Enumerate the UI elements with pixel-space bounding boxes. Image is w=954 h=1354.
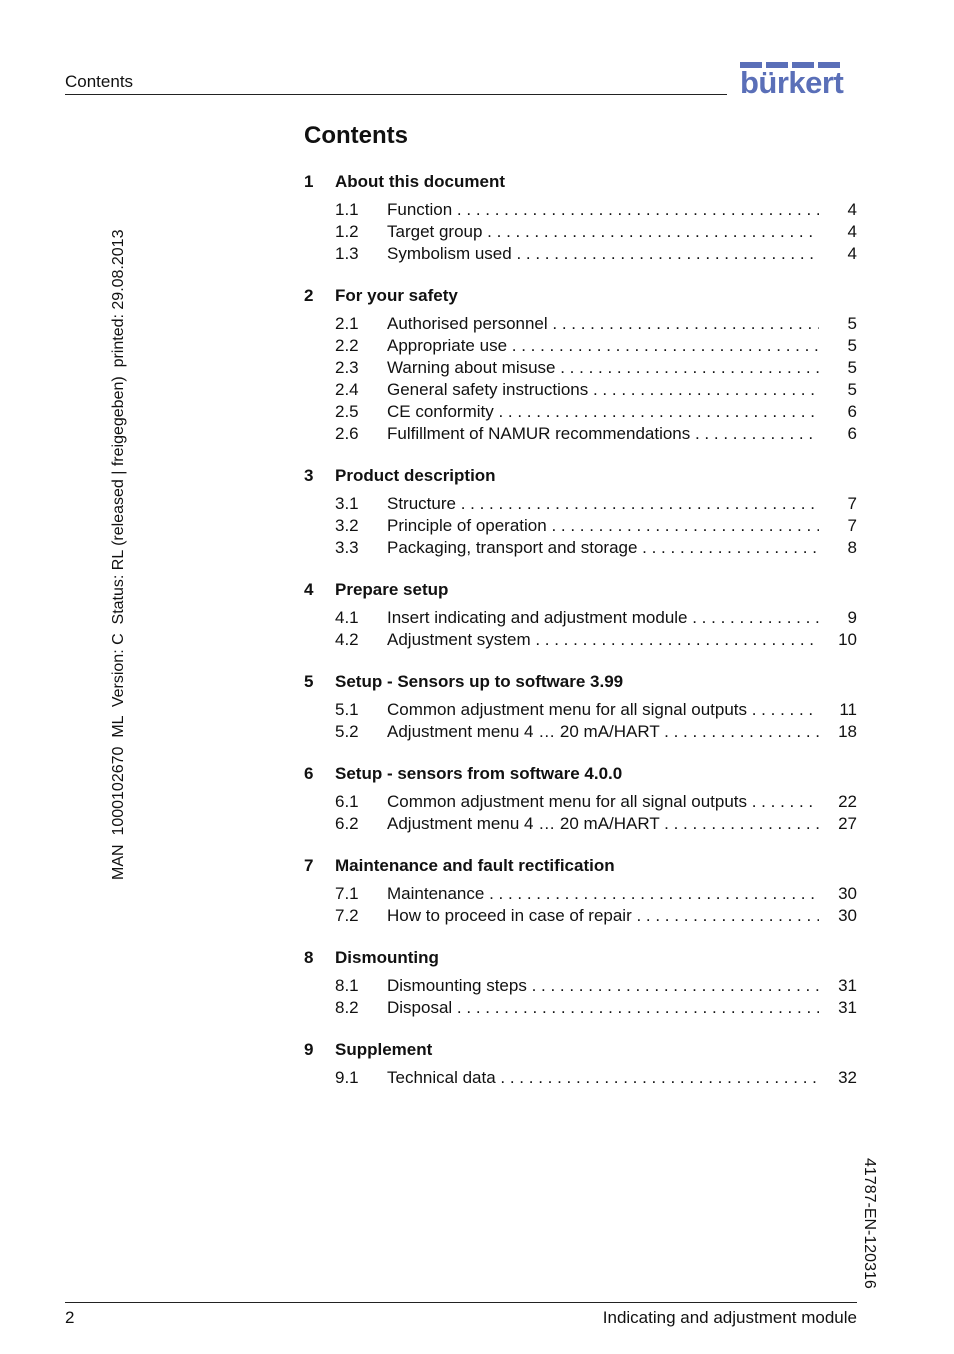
chapter-title: About this document (335, 172, 505, 191)
entry-page-number: 27 (838, 814, 857, 833)
toc-entry[interactable] (304, 814, 857, 836)
chapter-heading (304, 948, 857, 968)
entry-number: 2.2 (335, 336, 359, 355)
toc-entry[interactable] (304, 884, 857, 906)
entry-number: 2.5 (335, 402, 359, 421)
toc-entry[interactable] (304, 494, 857, 516)
entry-page-number: 32 (838, 1068, 857, 1087)
toc-chapter (304, 856, 857, 928)
running-head: Contents (65, 72, 134, 91)
toc-entry[interactable] (304, 200, 857, 222)
toc-entry[interactable] (304, 516, 857, 538)
entry-title: Common adjustment menu for all signal outputs . . . (387, 792, 819, 812)
toc-chapter (304, 948, 857, 1020)
entry-page-number: 22 (838, 792, 857, 811)
entry-number: 4.1 (335, 608, 359, 627)
chapter-title: Maintenance and fault rectification (335, 856, 615, 875)
brand-logo (740, 62, 857, 102)
entry-title: Structure . . . (387, 494, 819, 514)
toc-entry[interactable] (304, 244, 857, 266)
entry-page-number: 4 (847, 222, 857, 241)
entry-title: Common adjustment menu for all signal outputs . . . (387, 700, 819, 720)
entry-page-number: 30 (838, 884, 857, 903)
toc-chapter (304, 172, 857, 266)
toc-entry[interactable] (304, 336, 857, 358)
chapter-heading (304, 172, 857, 192)
chapter-heading (304, 286, 857, 306)
entry-page-number: 18 (838, 722, 857, 741)
toc-chapter (304, 466, 857, 560)
entry-page-number: 31 (838, 976, 857, 995)
chapter-number: 7 (304, 856, 314, 875)
entry-number: 3.2 (335, 516, 359, 535)
chapter-number: 3 (304, 466, 314, 485)
chapter-number: 4 (304, 580, 314, 599)
toc-chapter (304, 286, 857, 446)
entry-page-number: 9 (847, 608, 857, 627)
entry-title: Packaging, transport and storage . . . (387, 538, 819, 558)
entry-number: 2.3 (335, 358, 359, 377)
brand-name: bürkert (740, 65, 844, 100)
chapter-title: Setup - sensors from software 4.0.0 (335, 764, 623, 783)
chapter-heading (304, 764, 857, 784)
toc-entry[interactable] (304, 538, 857, 560)
entry-title: Authorised personnel . . . (387, 314, 819, 334)
chapter-title: Prepare setup (335, 580, 449, 599)
chapter-heading (304, 672, 857, 692)
entry-page-number: 10 (838, 630, 857, 649)
entry-title: Adjustment menu 4 … 20 mA/HART . . . (387, 814, 819, 834)
toc-chapter (304, 1040, 857, 1090)
entry-title: Fulfillment of NAMUR recommendations . . . (387, 424, 819, 444)
chapter-heading (304, 466, 857, 486)
entry-number: 6.2 (335, 814, 359, 833)
chapter-heading (304, 1040, 857, 1060)
page-title: Contents (304, 122, 408, 149)
toc-entry[interactable] (304, 314, 857, 336)
entry-page-number: 4 (847, 244, 857, 263)
toc-entry[interactable] (304, 792, 857, 814)
document-code: 41787-EN-120316 (861, 1158, 878, 1289)
footer-title: Indicating and adjustment module (602, 1308, 857, 1327)
toc-entry[interactable] (304, 222, 857, 244)
entry-number: 8.2 (335, 998, 359, 1017)
entry-title: Target group . . . (387, 222, 819, 242)
chapter-heading (304, 580, 857, 600)
entry-page-number: 8 (847, 538, 857, 557)
entry-page-number: 5 (847, 336, 857, 355)
entry-number: 5.2 (335, 722, 359, 741)
entry-title: Function . . . (387, 200, 819, 220)
entry-page-number: 31 (838, 998, 857, 1017)
toc-entry[interactable] (304, 976, 857, 998)
chapter-number: 5 (304, 672, 314, 691)
entry-title: Insert indicating and adjustment module . . . (387, 608, 819, 628)
entry-title: Adjustment system . . . (387, 630, 819, 650)
entry-number: 8.1 (335, 976, 359, 995)
entry-number: 7.1 (335, 884, 359, 903)
entry-title: General safety instructions . . . (387, 380, 819, 400)
table-of-contents (304, 172, 857, 1110)
document-info: MAN 1000102670 ML Version: C Status: RL (released | freigegeben) printed: 29.08.2013 (110, 229, 127, 880)
entry-number: 1.1 (335, 200, 359, 219)
chapter-number: 2 (304, 286, 314, 305)
chapter-number: 1 (304, 172, 314, 191)
chapter-title: For your safety (335, 286, 458, 305)
entry-title: Disposal . . . (387, 998, 819, 1018)
entry-number: 2.4 (335, 380, 359, 399)
toc-chapter (304, 672, 857, 744)
chapter-number: 8 (304, 948, 314, 967)
entry-title: Adjustment menu 4 … 20 mA/HART . . . (387, 722, 819, 742)
chapter-title: Setup - Sensors up to software 3.99 (335, 672, 624, 691)
chapter-title: Product description (335, 466, 496, 485)
toc-entry[interactable] (304, 906, 857, 928)
entry-page-number: 6 (847, 424, 857, 443)
toc-entry[interactable] (304, 630, 857, 652)
chapter-number: 9 (304, 1040, 314, 1059)
entry-number: 7.2 (335, 906, 359, 925)
entry-number: 4.2 (335, 630, 359, 649)
entry-title: Maintenance . . . (387, 884, 819, 904)
entry-number: 6.1 (335, 792, 359, 811)
entry-number: 9.1 (335, 1068, 359, 1087)
entry-page-number: 30 (838, 906, 857, 925)
entry-page-number: 4 (847, 200, 857, 219)
toc-chapter (304, 764, 857, 836)
entry-title: How to proceed in case of repair . . . (387, 906, 819, 926)
chapter-title: Dismounting (335, 948, 439, 967)
toc-entry[interactable] (304, 998, 857, 1020)
entry-number: 1.2 (335, 222, 359, 241)
toc-entry[interactable] (304, 380, 857, 402)
entry-page-number: 5 (847, 314, 857, 333)
entry-title: Appropriate use . . . (387, 336, 819, 356)
header-rule (65, 94, 727, 95)
entry-title: Principle of operation . . . (387, 516, 819, 536)
chapter-title: Supplement (335, 1040, 433, 1059)
entry-page-number: 11 (839, 700, 857, 719)
entry-title: Warning about misuse . . . (387, 358, 819, 378)
entry-page-number: 6 (847, 402, 857, 421)
toc-entry[interactable] (304, 700, 857, 722)
toc-entry[interactable] (304, 1068, 857, 1090)
entry-title: Dismounting steps . . . (387, 976, 819, 996)
page-number: 2 (65, 1308, 75, 1327)
entry-title: CE conformity . . . (387, 402, 819, 422)
entry-page-number: 7 (847, 494, 857, 513)
toc-entry[interactable] (304, 402, 857, 424)
toc-chapter (304, 580, 857, 652)
entry-number: 2.6 (335, 424, 359, 443)
toc-entry[interactable] (304, 358, 857, 380)
entry-number: 1.3 (335, 244, 359, 263)
entry-title: Technical data . . . (387, 1068, 819, 1088)
footer-rule (65, 1302, 857, 1303)
toc-entry[interactable] (304, 722, 857, 744)
entry-title: Symbolism used . . . (387, 244, 819, 264)
entry-page-number: 5 (847, 380, 857, 399)
toc-entry[interactable] (304, 424, 857, 446)
entry-number: 3.3 (335, 538, 359, 557)
toc-entry[interactable] (304, 608, 857, 630)
entry-number: 3.1 (335, 494, 359, 513)
entry-page-number: 5 (847, 358, 857, 377)
entry-number: 5.1 (335, 700, 359, 719)
entry-number: 2.1 (335, 314, 359, 333)
entry-page-number: 7 (847, 516, 857, 535)
chapter-heading (304, 856, 857, 876)
chapter-number: 6 (304, 764, 314, 783)
